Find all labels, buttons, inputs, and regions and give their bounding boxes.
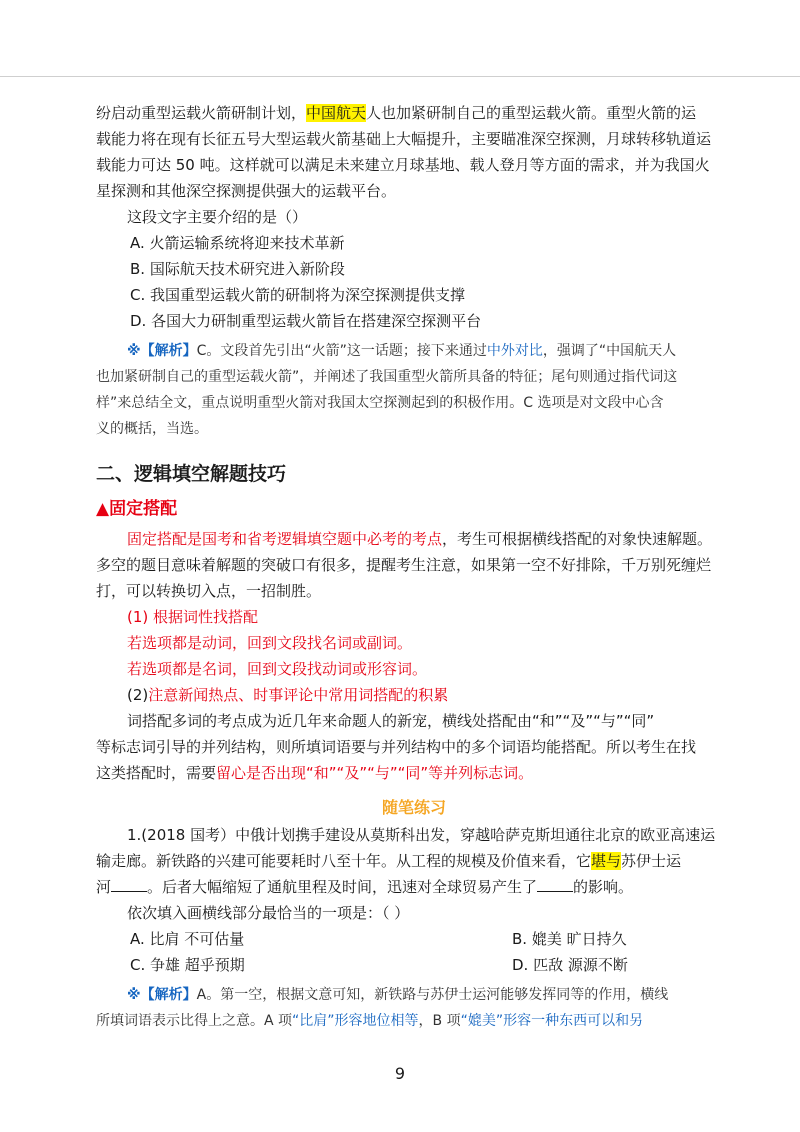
body-line: 多空的题目意味着解题的突破口有很多，提醒考生注意，如果第一空不好排除，千万别死缠烂: [96, 556, 712, 574]
practice-line: 输走廊。新铁路的兴建可能要耗时八至十年。从工程的规模及价值来看，它堪与苏伊士运: [96, 852, 682, 870]
option-d: D. 匹敌 源源不断: [512, 956, 628, 974]
body-line: 打，可以转换切入点，一招制胜。: [96, 582, 322, 600]
passage-line: 星探测和其他深空探测提供强大的运载平台。: [96, 182, 397, 200]
section-heading: 二、逻辑填空解题技巧: [96, 463, 287, 485]
subsection-heading: ▲固定搭配: [96, 499, 178, 519]
fill-blank: [537, 877, 573, 892]
rule-line: 若选项都是名词，回到文段找动词或形容词。: [127, 660, 428, 678]
options-row: [96, 952, 732, 978]
practice-question: 依次填入画横线部分最恰当的一项是：（ ）: [127, 904, 410, 922]
option-a: A. 比肩 不可估量: [130, 930, 245, 948]
option-a: A. 火箭运输系统将迎来技术革新: [130, 234, 345, 252]
analysis-label: ※【解析】: [127, 343, 197, 359]
option-d: D. 各国大力研制重型运载火箭旨在搭建深空探测平台: [130, 312, 482, 330]
passage: [96, 100, 732, 204]
analysis-block: [96, 338, 732, 442]
practice-title: 随笔练习: [381, 798, 446, 817]
question-text: 这段文字主要介绍的是（）: [127, 208, 308, 226]
analysis-line: 所填词语表示比得上之意。A 项“比肩”形容地位相等，B 项“媲美”形容一种东西可以和另: [96, 1013, 644, 1029]
fill-blank: [111, 877, 147, 892]
option-c: C. 我国重型运载火箭的研制将为深空探测提供支撑: [130, 286, 466, 304]
analysis-block: [96, 982, 732, 1034]
page-number: 9: [394, 1064, 406, 1083]
rule-heading: (2)注意新闻热点、时事评论中常用词搭配的积累: [127, 686, 449, 704]
body-line: 等标志词引导的并列结构，则所填词语要与并列结构中的多个词语均能搭配。所以考生在找: [96, 738, 697, 756]
analysis-line: 也加紧研制自己的重型运载火箭”，并阐述了我国重型火箭所具备的特征；尾句则通过指代词这: [96, 369, 678, 385]
analysis-line: ※【解析】C。文段首先引出“火箭”这一话题；接下来通过中外对比，强调了“中国航天人: [127, 343, 677, 359]
analysis-line: ※【解析】A。第一空，根据文意可知，新铁路与苏伊士运河能够发挥同等的作用，横线: [127, 987, 669, 1003]
practice-line: 1.(2018 国考）中俄计划携手建设从莫斯科出发，穿越哈萨克斯坦通往北京的欧亚高速运: [127, 826, 716, 844]
highlight: 中国航天: [306, 104, 367, 122]
option-b: B. 国际航天技术研究进入新阶段: [130, 260, 345, 278]
options-row: [96, 926, 732, 952]
rule-line: 若选项都是动词，回到文段找名词或副词。: [127, 634, 413, 652]
passage-line: 载能力将在现有长征五号大型运载火箭基础上大幅提升，主要瞄准深空探测，月球转移轨道运: [96, 130, 712, 148]
option-b: B. 媲美 旷日持久: [512, 930, 627, 948]
analysis-line: 样”来总结全文，重点说明重型火箭对我国太空探测起到的积极作用。C 选项是对文段中心含: [96, 395, 664, 411]
highlight: 堪与: [591, 852, 622, 870]
passage-line: 载能力可达 50 吨。这样就可以满足未来建立月球基地、载人登月等方面的需求，并为我国火: [96, 156, 710, 174]
body-line: 固定搭配是国考和省考逻辑填空题中必考的考点，考生可根据横线搭配的对象快速解题。: [127, 530, 713, 548]
body-line: 这类搭配时，需要留心是否出现“和”“及”“与”“同”等并列标志词。: [96, 764, 534, 782]
body-line: 词搭配多词的考点成为近几年来命题人的新宠，横线处搭配由“和”“及”“与”“同”: [127, 712, 655, 730]
rule-heading: (1) 根据词性找搭配: [127, 608, 259, 626]
passage-line: 纷启动重型运载火箭研制计划，中国航天人也加紧研制自己的重型运载火箭。重型火箭的运: [96, 104, 697, 122]
practice-line: 河 。后者大幅缩短了通航里程及时间，迅速对全球贸易产生了 的影响。: [96, 878, 634, 896]
analysis-line: 义的概括，当选。: [96, 421, 208, 437]
option-c: C. 争雄 超乎预期: [130, 956, 245, 974]
header-divider: [0, 76, 800, 77]
document-page: [96, 100, 732, 1034]
analysis-label: ※【解析】: [127, 987, 197, 1003]
